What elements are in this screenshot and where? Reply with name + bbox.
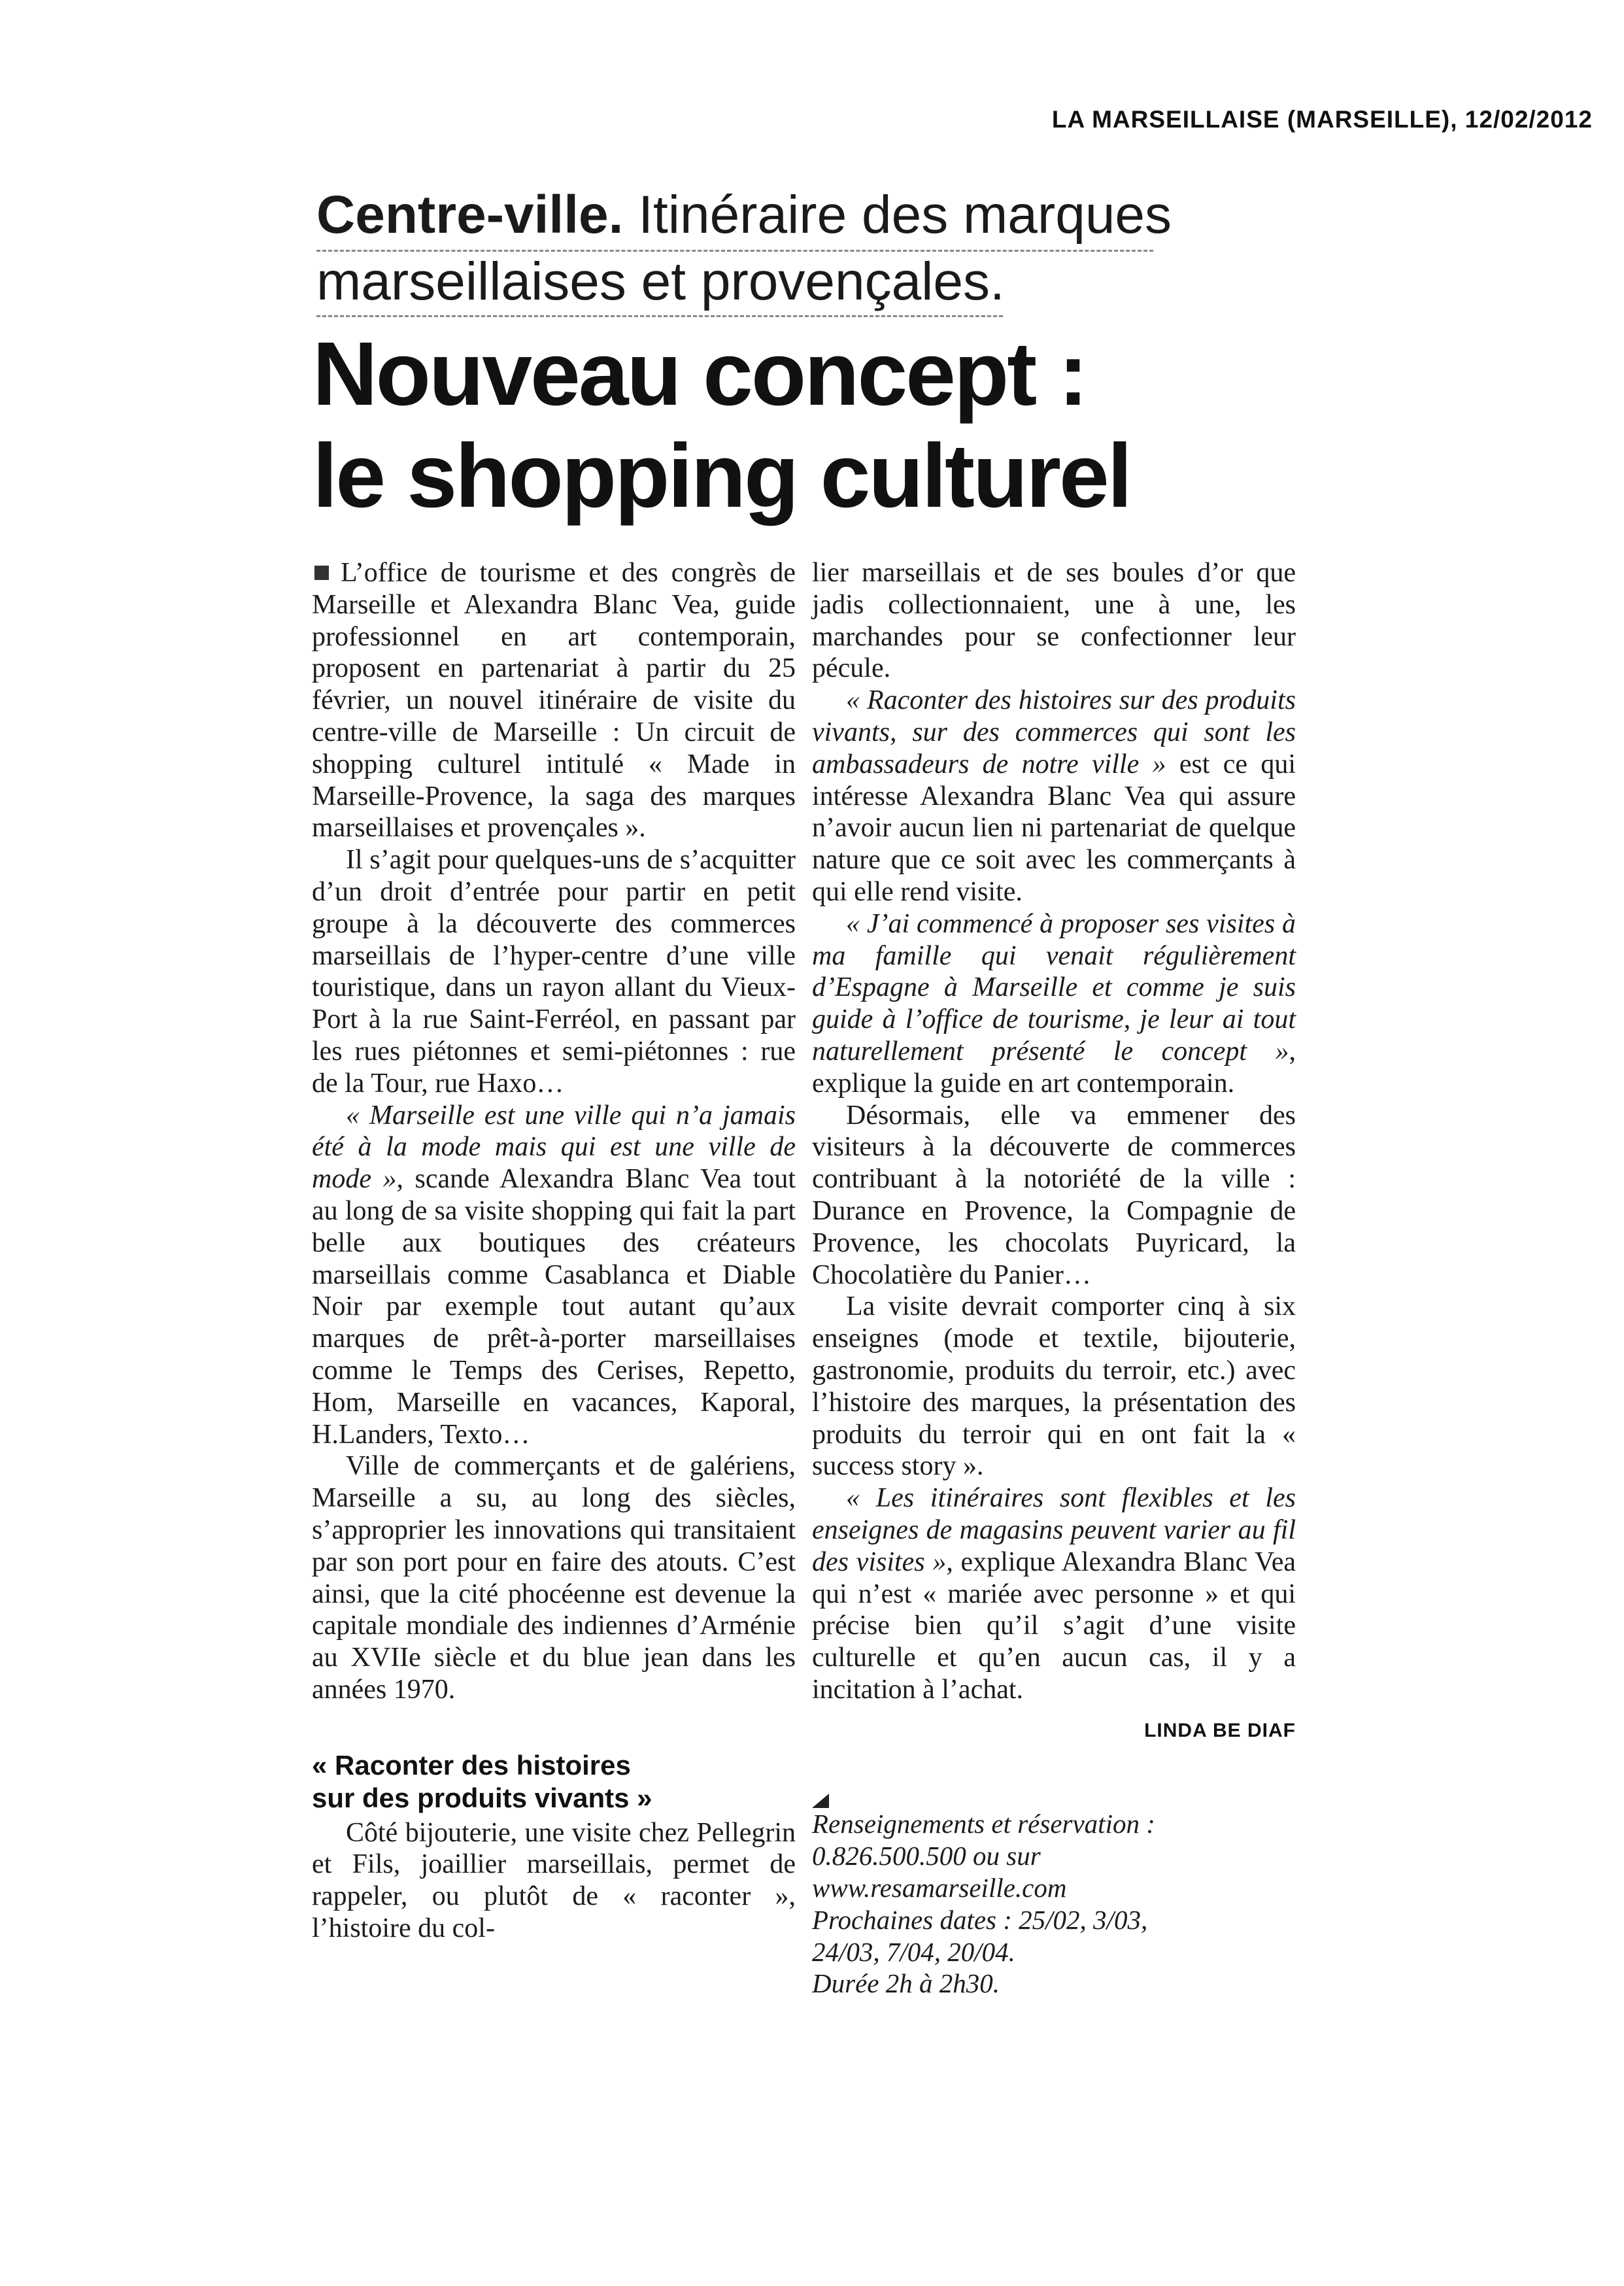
paragraph: Ville de commerçants et de galériens, Marseille a su, au long des siècles, s’approprier les innovations qui transitaient par son port pour en faire des atouts. C’est ainsi, que la cité phocéenne est devenue la capitale mondiale des indiennes d’Arménie au XVIIe siècle et du blue jean dans les années 1970. xyxy=(312,1451,796,1705)
paragraph: La visite devrait comporter cinq à six enseignes (mode et textile, bijouterie, gastronomie, produits du terroir, etc.) avec l’histoire des marques, la présentation des produits du terroir qui en ont fait la « success story ». xyxy=(812,1291,1296,1482)
dashed-rule xyxy=(316,250,1153,252)
subheading-line-1: « Raconter des histoires xyxy=(312,1749,631,1781)
article-column-2 xyxy=(812,557,1296,2000)
kicker-line-1-rest: Itinéraire des marques xyxy=(638,185,1172,245)
quote: « Marseille est une ville qui n’a jamais été à la mode mais qui est une ville de mode » xyxy=(312,1100,796,1195)
paragraph: « J’ai commencé à proposer ses visites à ma famille qui venait régulièrement d’Espagne à Marseille et comme je suis guide à l’office de tourisme, je leur ai tout naturellement présenté le concept », explique la guide en art contemporain. xyxy=(812,908,1296,1099)
info-line: Prochaines dates : 25/02, 3/03, xyxy=(812,1904,1148,1935)
paragraph: lier marseillais et de ses boules d’or que jadis collectionnaient, une à une, les marchandes pour se confectionner leur pécule. xyxy=(812,558,1296,684)
info-line: 0.826.500.500 ou sur xyxy=(812,1841,1041,1871)
quote: « Les itinéraires sont flexibles et les enseignes de magasins peuvent varier au fil des visites » xyxy=(812,1483,1296,1577)
subheading xyxy=(312,1749,796,1815)
paragraph: « Les itinéraires sont flexibles et les enseignes de magasins peuvent varier au fil des visites », explique Alexandra Blanc Vea qui n’est « mariée avec personne » et qui précise bien qu’il s’agit d’une visite culturelle et qu’en aucun cas, il y a incitation à l’achat. xyxy=(812,1483,1296,1705)
headline-line-2: le shopping culturel xyxy=(313,426,1131,526)
kicker-line-2: marseillaises et provençales. xyxy=(316,252,1005,311)
paragraph: « Marseille est une ville qui n’a jamais été à la mode mais qui est une ville de mode », scande Alexandra Blanc Vea tout au long de sa visite shopping qui fait la part belle aux boutiques des créateurs marseillais comme Casablanca et Diable Noir par exemple tout autant qu’aux marques de prêt-à-porter marseillaises comme le Temps des Cerises, Repetto, Hom, Marseille en vacances, Kaporal, H.Landers, Texto… xyxy=(312,1100,796,1450)
info-line: Durée 2h à 2h30. xyxy=(812,1968,1000,1999)
info-line: www.resamarseille.com xyxy=(812,1873,1067,1903)
paragraph: « Raconter des histoires sur des produits vivants, sur des commerces qui sont les ambassadeurs de notre ville » est ce qui intéresse Alexandra Blanc Vea qui assure n’avoir aucun lien ni partenariat de quelque nature que ce soit avec les commerçants à qui elle rend visite. xyxy=(812,685,1296,907)
article-column-1 xyxy=(312,557,796,1945)
quote: « J’ai commencé à proposer ses visites à ma famille qui venait régulièrement d’Espagne à Marseille et comme je suis guide à l’office de tourisme, je leur ai tout naturellement présenté le concept » xyxy=(812,908,1296,1066)
paragraph: Il s’agit pour quelques-uns de s’acquitter d’un droit d’entrée pour partir en petit groupe à la découverte des commerces marseillais de l’hyper-centre d’une ville touristique, dans un rayon allant du Vieux-Port à la rue Saint-Ferréol, en passant par les rues piétonnes et semi-piétonnes : rue de la Tour, rue Haxo… xyxy=(312,845,796,1099)
info-line: Renseignements et réservation : xyxy=(812,1794,1296,1840)
square-bullet-icon xyxy=(314,566,329,580)
source-line: LA MARSEILLAISE (MARSEILLE), 12/02/2012 xyxy=(1051,106,1593,133)
kicker-rubric: Centre-ville. xyxy=(316,185,624,245)
paragraph: Côté bijouterie, une visite chez Pellegrin et Fils, joaillier marseillais, permet de rappeler, ou plutôt de « raconter », l’histoire du col- xyxy=(312,1817,796,1944)
paragraph: Désormais, elle va emmener des visiteurs à la découverte de commerces contribuant à la notoriété de la ville : Durance en Provence, la Compagnie de Provence, les chocolats Puyricard, la Chocolatière du Panier… xyxy=(812,1100,1296,1290)
paragraph: L’office de tourisme et des congrès de Marseille et Alexandra Blanc Vea, guide professionnel en art contemporain, proposent en partenariat à partir du 25 février, un nouvel itinéraire de visite du centre-ville de Marseille : Un circuit de shopping culturel intitulé « Made in Marseille-Provence, la saga des marques marseillaises et provençales ». xyxy=(312,558,796,844)
headline-line-1: Nouveau concept : xyxy=(313,324,1087,424)
headline xyxy=(313,323,1372,527)
kicker xyxy=(316,182,1310,315)
subheading-line-2: sur des produits vivants » xyxy=(312,1782,652,1813)
kicker-line-1 xyxy=(316,182,1310,248)
dashed-rule xyxy=(316,315,1003,317)
byline: LINDA BE DIAF xyxy=(1144,1719,1296,1741)
quote: « Raconter des histoires sur des produits vivants, sur des commerces qui sont les ambassadeurs de notre ville » xyxy=(812,685,1296,779)
info-box xyxy=(812,1794,1296,2000)
triangle-marker-icon xyxy=(812,1794,829,1808)
info-line: 24/03, 7/04, 20/04. xyxy=(812,1936,1015,1967)
